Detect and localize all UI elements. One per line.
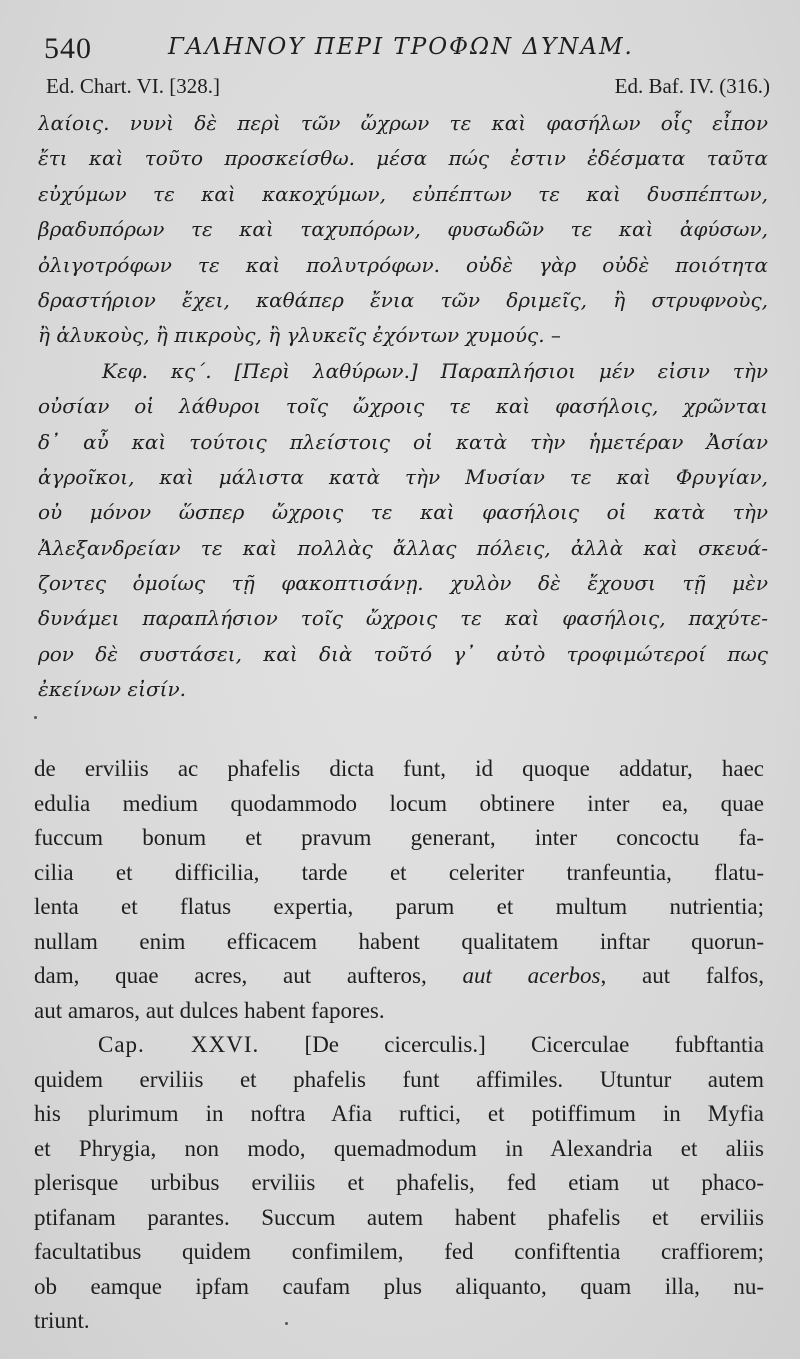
latin-line: ptifanam parantes. Succum autem habent phafelis et erviliis <box>34 1204 764 1230</box>
latin-line: fuccum bonum et pravum generant, inter concoctu fa- <box>34 825 764 850</box>
latin-chapter-line <box>34 1028 764 1063</box>
greek-line: δ᾽ αὖ καὶ τούτοις πλείστοις οἱ κατὰ τὴν ἡμετέραν Ἀσίαν <box>38 429 768 454</box>
greek-line: ἔτι καὶ τοῦτο προσκείσθω. μέσα πώς ἐστιν ἐδέσματα ταῦτα <box>38 146 768 171</box>
greek-line: ἐκείνων εἰσίν. <box>38 677 186 702</box>
paper-speck <box>34 716 37 719</box>
latin-line: triunt. <box>34 1308 90 1333</box>
latin-line-segment: [De cicerculis.] Cicerculae fubftantia <box>259 1032 764 1057</box>
greek-line: δυνάμει παραπλήσιον τοῖς ὤχροις τε καὶ φασήλοις, παχύτε- <box>38 606 768 631</box>
greek-chapter-heading-line: Κεφ. κς΄. [Περὶ λαθύρων.] Παραπλήσιοι μέν εἰσιν τὴν <box>102 358 768 383</box>
edition-reference-basel: Ed. Baf. IV. (316.) <box>614 74 770 98</box>
latin-line: his plurimum in noftra Afia ruftici, et potiffimum in Myfia <box>34 1101 764 1126</box>
greek-line: ἢ ἁλυκοὺς, ἢ πικροὺς, ἢ γλυκεῖς ἐχόντων χυμούς. – <box>38 323 561 348</box>
latin-line: edulia medium quodammodo locum obtinere inter ea, quae <box>34 790 764 816</box>
latin-line: et Phrygia, non modo, quemadmodum in Alexandria et aliis <box>34 1135 764 1161</box>
greek-line: ἀγροῖκοι, καὶ μάλιστα κατὰ τὴν Μυσίαν τε καὶ Φρυγίαν, <box>38 464 768 489</box>
latin-text-block <box>34 752 764 1339</box>
latin-line: lenta et flatus expertia, parum et multum nutrientia; <box>34 894 764 919</box>
latin-line-segment: dam, quae acres, aut aufteros, <box>34 963 427 988</box>
latin-line <box>34 959 764 994</box>
edition-references <box>46 74 770 104</box>
greek-line: ζοντες ὁμοίως τῇ φακοπτισάνῃ. χυλὸν δὲ ἔχουσι τῇ μὲν <box>38 571 768 596</box>
page-header <box>38 28 778 68</box>
chapter-heading: Cap. XXVI. <box>98 1032 260 1057</box>
latin-line: aut amaros, aut dulces habent fapores. <box>34 997 385 1023</box>
latin-italic-insertion: aut acerbos <box>462 963 601 988</box>
latin-line: quidem erviliis et phafelis funt affimiles. Utuntur autem <box>34 1066 764 1092</box>
latin-line: nullam enim efficacem habent qualitatem inftar quorun- <box>34 928 764 954</box>
latin-line: facultatibus quidem confimilem, fed confiftentia craffiorem; <box>34 1239 764 1264</box>
greek-line: λαίοις. νυνὶ δὲ περὶ τῶν ὤχρων τε καὶ φασήλων οἷς εἶπον <box>38 111 768 135</box>
latin-line-segment: , aut falfos, <box>600 963 764 988</box>
greek-line: βραδυπόρων τε καὶ ταχυπόρων, φυσωδῶν τε καὶ ἀφύσων, <box>38 217 768 242</box>
running-head: ΓΑΛΗΝΟΥ ΠΕΡΙ ΤΡΟΦΩΝ ΔΥΝΑΜ. <box>168 34 634 60</box>
edition-reference-chartier: Ed. Chart. VI. [328.] <box>46 74 220 98</box>
greek-line: Ἀλεξανδρείαν τε καὶ πολλὰς ἄλλας πόλεις, ἀλλὰ καὶ σκευά- <box>38 535 768 560</box>
greek-line: ὀλιγοτρόφων τε καὶ πολυτρόφων. οὐδὲ γὰρ οὐδὲ ποιότητα <box>38 252 768 277</box>
greek-line: οὐ μόνον ὥσπερ ὤχροις τε καὶ φασήλοις οἱ κατὰ τὴν <box>38 500 768 525</box>
greek-line: εὐχύμων τε καὶ κακοχύμων, εὐπέπτων τε καὶ δυσπέπτων, <box>38 181 768 206</box>
greek-text-block <box>38 106 768 708</box>
latin-line: de erviliis ac phafelis dicta funt, id quoque addatur, haec <box>34 756 764 781</box>
greek-line: δραστήριον ἔχει, καθάπερ ἔνια τῶν δριμεῖς, ἢ στρυφνοὺς, <box>38 287 768 312</box>
page-number: 540 <box>44 32 92 65</box>
paper-speck <box>285 1322 288 1325</box>
latin-line: ob eamque ipfam caufam plus aliquanto, quam illa, nu- <box>34 1273 764 1299</box>
greek-line: ρον δὲ συστάσει, καὶ διὰ τοῦτό γ᾽ αὐτὸ τροφιμώτεροί πως <box>38 641 768 666</box>
latin-line: cilia et difficilia, tarde et celeriter tranfeuntia, flatu- <box>34 859 764 885</box>
latin-line: plerisque urbibus erviliis et phafelis, fed etiam ut phaco- <box>34 1170 764 1195</box>
greek-line: οὐσίαν οἱ λάθυροι τοῖς ὤχροις τε καὶ φασήλοις, χρῶνται <box>38 394 768 419</box>
